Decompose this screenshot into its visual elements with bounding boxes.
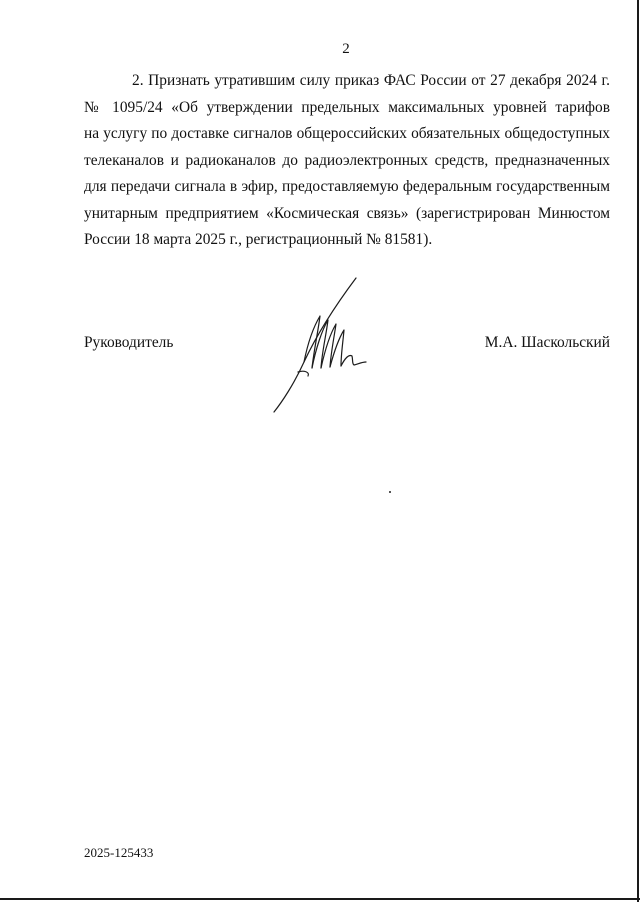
paragraph-line: России 18 марта 2025 г., регистрационный № 81581). [84, 231, 433, 248]
document-registration-number: 2025-125433 [84, 845, 154, 860]
handwritten-signature [268, 272, 378, 417]
paragraph-line: унитарным предприятием «Космическая связь» (зарегистрирован Минюстом [84, 204, 610, 222]
paragraph-line: телеканалов и радиоканалов до радиоэлектронных средств, предназначенных [84, 151, 610, 169]
page-edge-bottom [0, 898, 640, 900]
paragraph-line: 2. Признать утратившим силу приказ ФАС России от 27 декабря 2024 г. [132, 72, 610, 89]
scan-speck [389, 491, 391, 493]
signer-name: М.А. Шаскольский [484, 334, 610, 351]
page-edge-right [637, 0, 639, 902]
page-number: 2 [342, 41, 350, 57]
signer-position-label: Руководитель [84, 334, 174, 351]
order-paragraph [84, 68, 610, 254]
paragraph-line: для передачи сигнала в эфир, предоставляемую федеральным государственным [84, 178, 610, 195]
paragraph-line: на услугу по доставке сигналов общероссийских обязательных общедоступных [84, 125, 610, 142]
paragraph-line: № 1095/24 «Об утверждении предельных максимальных уровней тарифов [84, 98, 610, 116]
